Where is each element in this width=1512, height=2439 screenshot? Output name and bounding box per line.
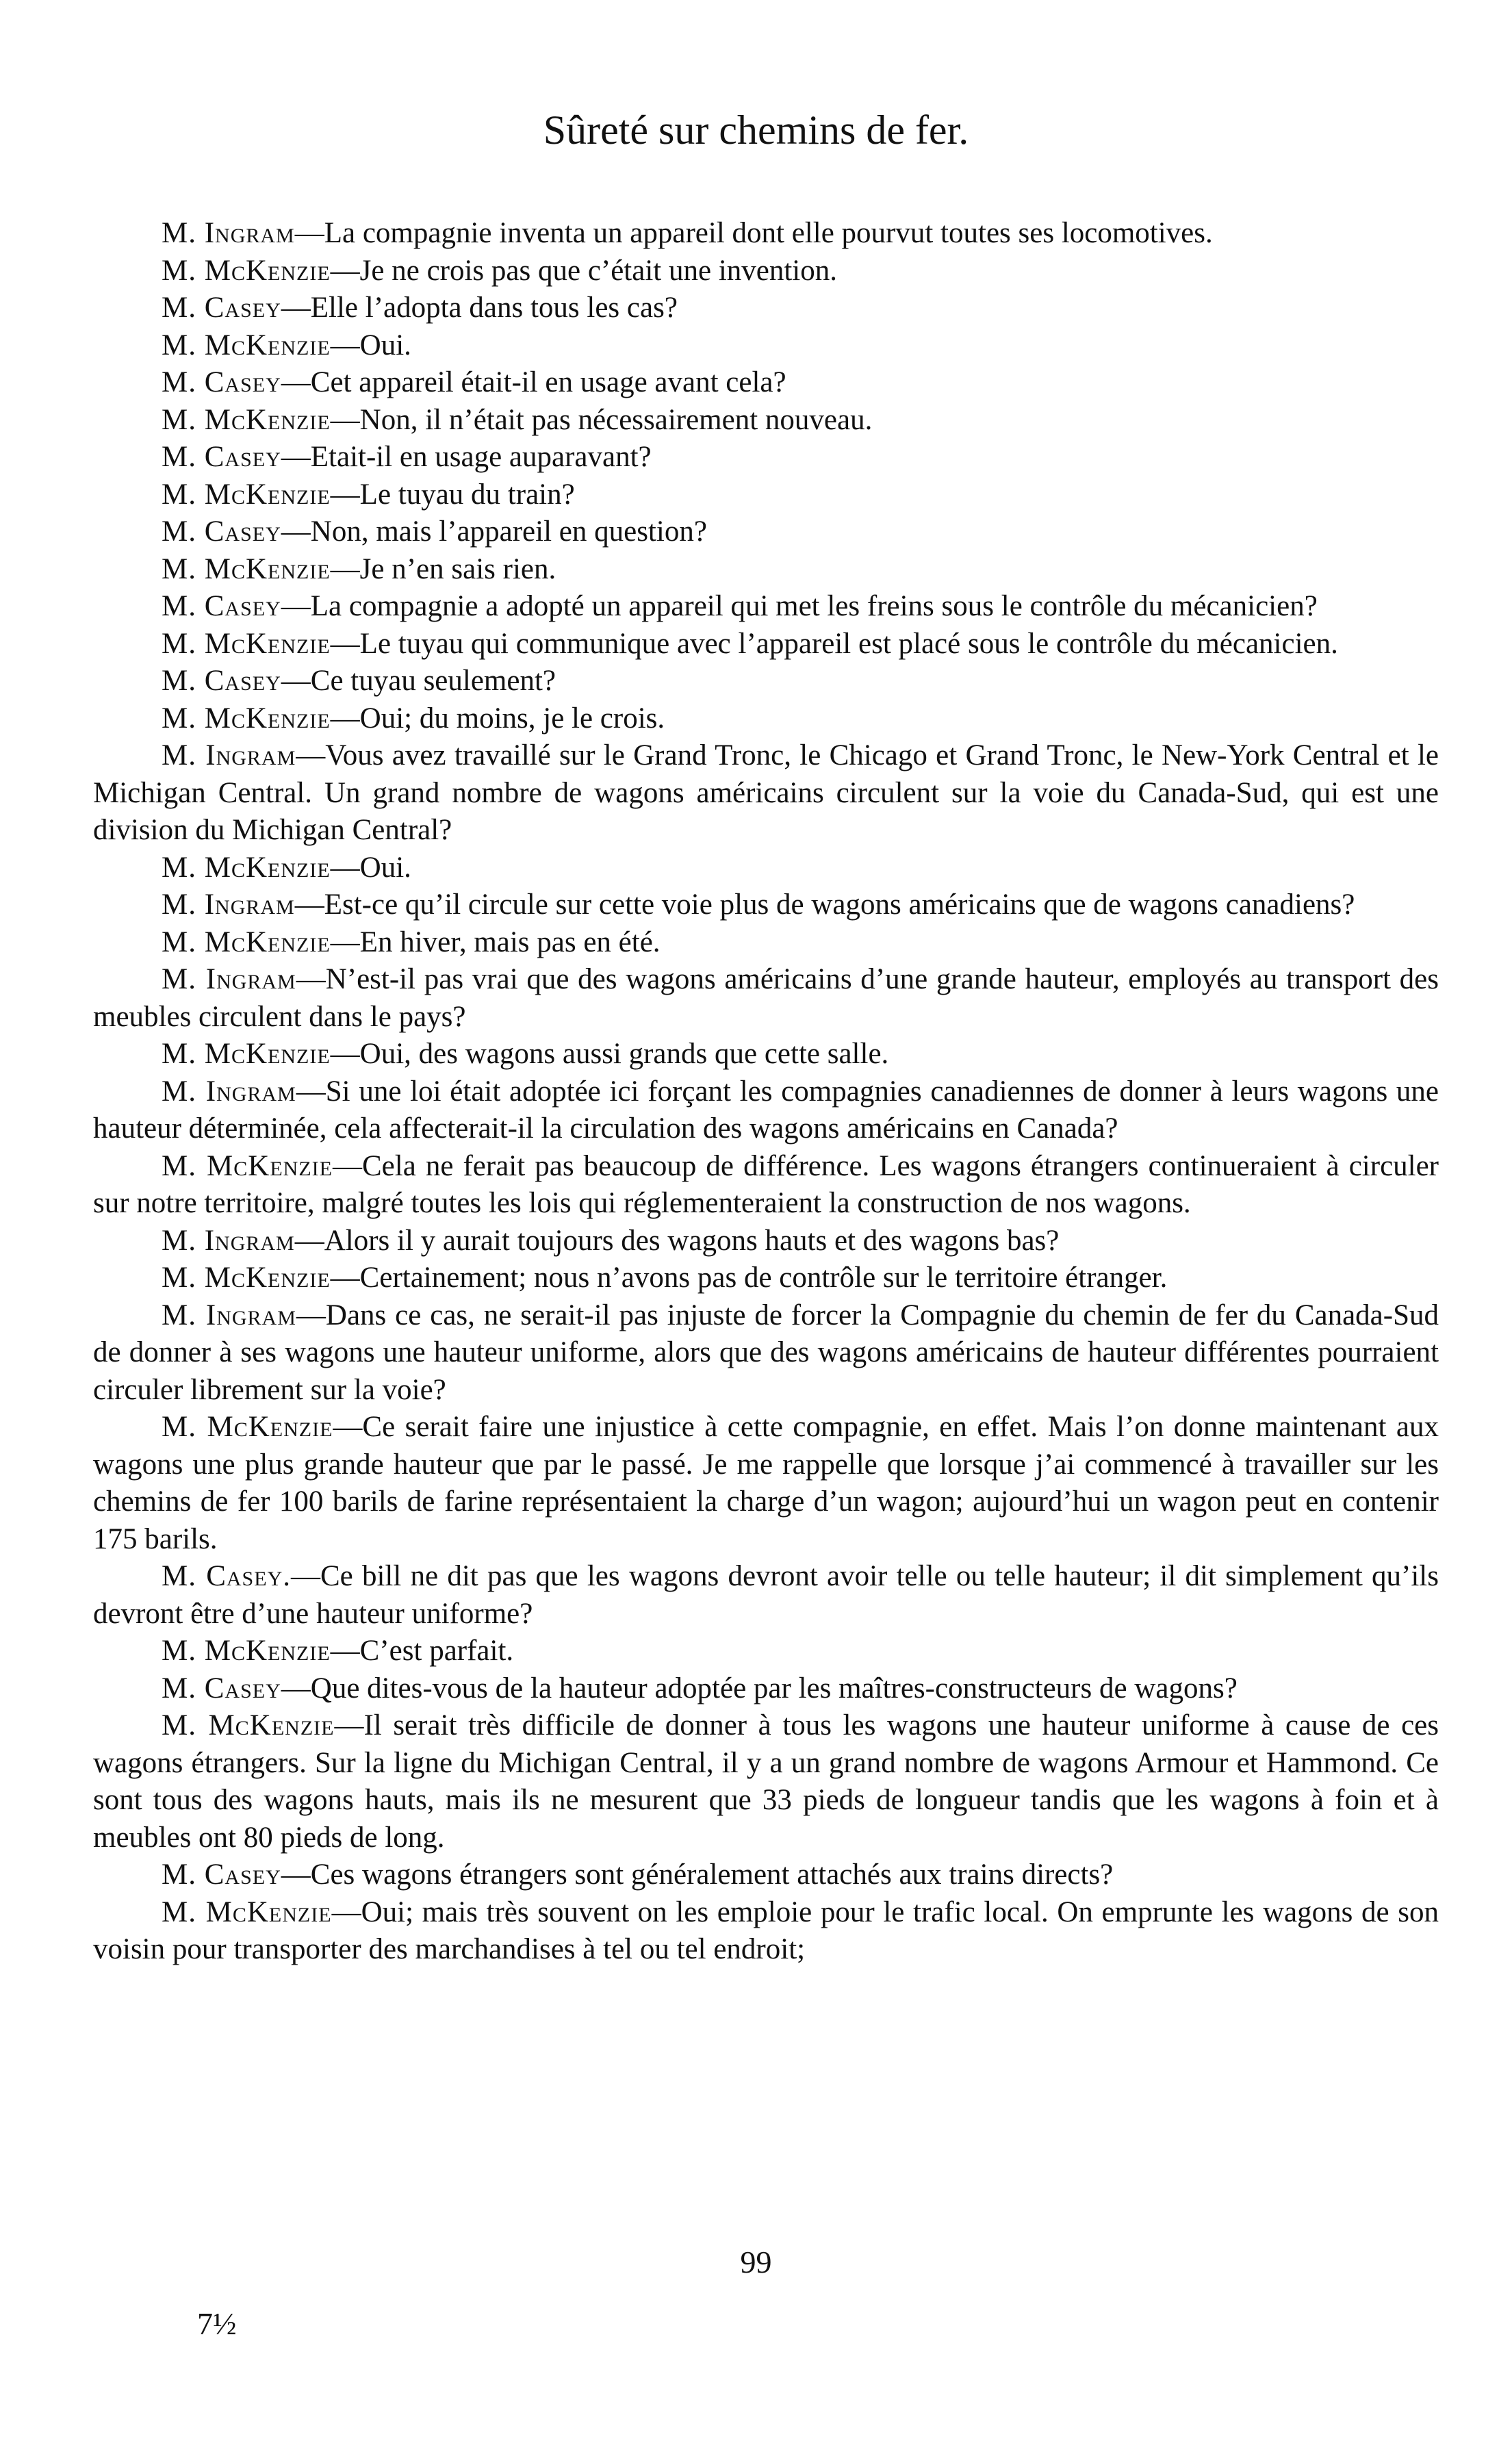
speaker-name: M. Casey	[162, 1672, 281, 1704]
page-number: 99	[740, 2245, 772, 2280]
speech-text: —Si une loi était adoptée ici forçant les compagnies canadiennes de donner à leurs wagons une hauteur déterminée, cela affecterait-il la circulation des wagons américains en Canada?	[93, 1075, 1439, 1145]
testimony-paragraph	[93, 737, 1439, 850]
testimony-paragraph	[93, 327, 1439, 365]
speaker-name: M. McKenzie	[162, 1149, 333, 1182]
speaker-name: M. McKenzie	[162, 851, 331, 884]
speech-text: —En hiver, mais pas en été.	[330, 925, 661, 958]
speaker-name: M. Ingram	[162, 217, 295, 249]
signature-mark: 7½	[197, 2306, 237, 2341]
testimony-paragraph	[93, 439, 1439, 476]
speech-text: —Non, mais l’appareil en question?	[281, 515, 707, 548]
testimony-paragraph	[93, 215, 1439, 253]
speech-text: —Cet appareil était-il en usage avant cela?	[281, 366, 786, 398]
testimony-paragraph	[93, 1409, 1439, 1558]
testimony-paragraph	[93, 1670, 1439, 1708]
speech-text: —Oui.	[330, 329, 411, 361]
speech-text: —N’est-il pas vrai que des wagons américains d’une grande hauteur, employés au transport des meubles circulent dans le pays?	[93, 963, 1439, 1033]
speaker-name: M. Casey	[162, 1859, 281, 1891]
speech-text: —Il serait très difficile de donner à tous les wagons une hauteur uniforme à cause de ces wagons étrangers. Sur la ligne du Michigan Central, il y a un grand nombre de wagons Armour et Hammond. Ce sont tous des wagons hauts, mais ils ne mesurent que 33 pieds de longueur tandis que les wagons à foin et à meubles ont 80 pieds de long.	[93, 1709, 1439, 1854]
speech-text: —Est-ce qu’il circule sur cette voie plus de wagons américains que de wagons canadiens?	[294, 889, 1355, 921]
testimony-paragraph	[93, 290, 1439, 327]
testimony-paragraph	[93, 551, 1439, 589]
speaker-name: M. Ingram	[162, 1224, 295, 1257]
testimony-paragraph	[93, 1073, 1439, 1148]
testimony-paragraph	[93, 588, 1439, 626]
speech-text: —Oui; mais très souvent on les emploie pour le trafic local. On emprunte les wagons de son voisin pour transporter des marchandises à tel ou tel endroit;	[93, 1895, 1439, 1965]
testimony-paragraph	[93, 1223, 1439, 1260]
speech-text: —Dans ce cas, ne serait-il pas injuste de forcer la Compagnie du chemin de fer du Canada-Sud de donner à ses wagons une hauteur uniforme, alors que des wagons américains de hauteur différentes pourraient circuler librement sur la voie?	[93, 1299, 1439, 1406]
speaker-name: M. McKenzie	[162, 552, 331, 585]
speech-text: —Alors il y aurait toujours des wagons hauts et des wagons bas?	[294, 1224, 1060, 1257]
speaker-name: M. Ingram	[162, 739, 296, 771]
testimony-body	[93, 215, 1439, 1969]
speech-text: —La compagnie a adopté un appareil qui met les freins sous le contrôle du mécanicien?	[281, 590, 1318, 622]
speaker-name: M. Ingram	[162, 1075, 296, 1108]
speech-text: —Je ne crois pas que c’était une invention.	[330, 254, 837, 287]
speaker-name: M. McKenzie	[162, 1038, 331, 1070]
testimony-paragraph	[93, 1558, 1439, 1633]
testimony-paragraph	[93, 1260, 1439, 1297]
speaker-name: M. McKenzie	[162, 1895, 332, 1928]
speaker-name: M. Ingram	[162, 963, 296, 995]
speech-text: —Le tuyau du train?	[330, 478, 575, 511]
speech-text: —Oui; du moins, je le crois.	[330, 702, 665, 735]
speech-text: —Que dites-vous de la hauteur adoptée par les maîtres-constructeurs de wagons?	[281, 1672, 1238, 1704]
speech-text: —Oui.	[330, 851, 411, 884]
speaker-name: M. Casey.	[162, 1560, 291, 1592]
speaker-name: M. McKenzie	[162, 1262, 331, 1294]
testimony-paragraph	[93, 1148, 1439, 1223]
speaker-name: M. McKenzie	[162, 702, 331, 735]
speaker-name: M. Ingram	[162, 889, 295, 921]
speech-text: —C’est parfait.	[330, 1635, 514, 1667]
testimony-paragraph	[93, 1297, 1439, 1409]
speech-text: —Ce bill ne dit pas que les wagons devront avoir telle ou telle hauteur; il dit simplement qu’ils devront être d’une hauteur uniforme?	[93, 1560, 1439, 1630]
speech-text: —Ce serait faire une injustice à cette compagnie, en effet. Mais l’on donne maintenant aux wagons une plus grande hauteur que par le passé. Je me rappelle que lorsque j’ai commencé à travailler sur les chemins de fer 100 barils de farine représentaient la charge d’un wagon; aujourd’hui un wagon peut en contenir 175 barils.	[93, 1411, 1439, 1555]
testimony-paragraph	[93, 626, 1439, 663]
testimony-paragraph	[93, 886, 1439, 924]
speech-text: —Ce tuyau seulement?	[281, 665, 556, 697]
speech-text: —Etait-il en usage auparavant?	[281, 441, 652, 473]
speaker-name: M. McKenzie	[162, 627, 331, 660]
speaker-name: M. Casey	[162, 441, 281, 473]
testimony-paragraph	[93, 1036, 1439, 1073]
testimony-paragraph	[93, 961, 1439, 1036]
testimony-paragraph	[93, 850, 1439, 887]
testimony-paragraph	[93, 1707, 1439, 1856]
speaker-name: M. Casey	[162, 292, 281, 324]
speaker-name: M. McKenzie	[162, 254, 331, 287]
testimony-paragraph	[93, 1633, 1439, 1670]
speaker-name: M. McKenzie	[162, 1709, 335, 1741]
speaker-name: M. McKenzie	[162, 329, 331, 361]
speech-text: —Certainement; nous n’avons pas de contrôle sur le territoire étranger.	[330, 1262, 1168, 1294]
testimony-paragraph	[93, 402, 1439, 439]
testimony-paragraph	[93, 700, 1439, 738]
speech-text: —Je n’en sais rien.	[330, 552, 556, 585]
speaker-name: M. Casey	[162, 665, 281, 697]
speech-text: —Oui, des wagons aussi grands que cette salle.	[330, 1038, 889, 1070]
page-title: Sûreté sur chemins de fer.	[543, 107, 969, 153]
speech-text: —Non, il n’était pas nécessairement nouveau.	[330, 403, 873, 436]
testimony-paragraph	[93, 253, 1439, 290]
speaker-name: M. McKenzie	[162, 478, 331, 511]
speech-text: —Elle l’adopta dans tous les cas?	[281, 292, 678, 324]
speaker-name: M. Ingram	[162, 1299, 296, 1331]
speech-text: —Le tuyau qui communique avec l’appareil est placé sous le contrôle du mécanicien.	[330, 627, 1338, 660]
testimony-paragraph	[93, 476, 1439, 514]
testimony-paragraph	[93, 924, 1439, 962]
speech-text: —Vous avez travaillé sur le Grand Tronc, le Chicago et Grand Tronc, le New-York Central et le Michigan Central. Un grand nombre de wagons américains circulent sur la voie du Canada-Sud, qui est une division du Michigan Central?	[93, 739, 1439, 846]
speaker-name: M. McKenzie	[162, 403, 331, 436]
speaker-name: M. Casey	[162, 590, 281, 622]
testimony-paragraph	[93, 1856, 1439, 1894]
testimony-paragraph	[93, 1894, 1439, 1969]
speaker-name: M. Casey	[162, 366, 281, 398]
speech-text: —La compagnie inventa un appareil dont elle pourvut toutes ses locomotives.	[294, 217, 1213, 249]
testimony-paragraph	[93, 663, 1439, 700]
speaker-name: M. Casey	[162, 515, 281, 548]
speaker-name: M. McKenzie	[162, 925, 331, 958]
testimony-paragraph	[93, 513, 1439, 551]
speaker-name: M. McKenzie	[162, 1411, 333, 1443]
testimony-paragraph	[93, 364, 1439, 402]
speech-text: —Cela ne ferait pas beaucoup de différence. Les wagons étrangers continueraient à circuler sur notre territoire, malgré toutes les lois qui réglementeraient la construction de nos wagons.	[93, 1149, 1439, 1219]
speech-text: —Ces wagons étrangers sont généralement attachés aux trains directs?	[281, 1859, 1114, 1891]
speaker-name: M. McKenzie	[162, 1635, 331, 1667]
